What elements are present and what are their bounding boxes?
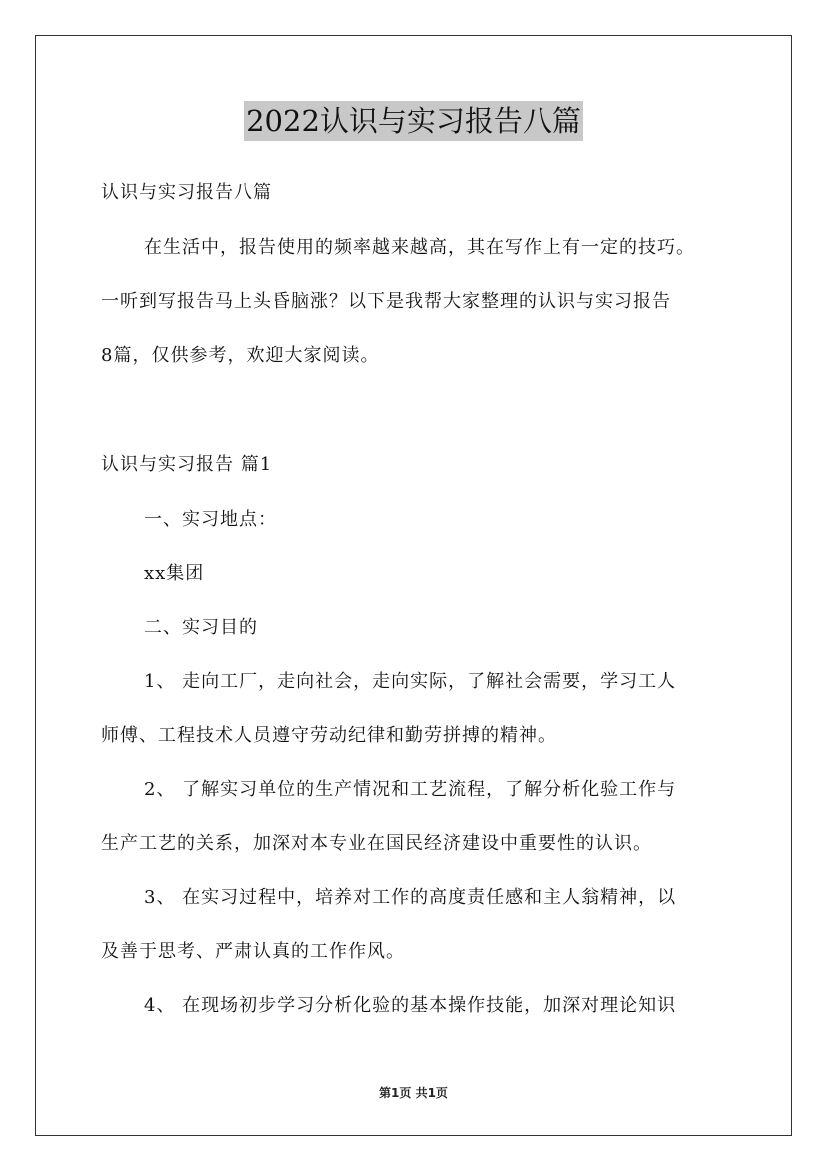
document-title: 2022认识与实习报告八篇 bbox=[244, 101, 583, 141]
intro-paragraph-line: 在生活中，报告使用的频率越来越高，其在写作上有一定的技巧。 bbox=[144, 237, 695, 258]
body-line: 1、 走向工厂，走向社会，走向实际，了解社会需要，学习工人 bbox=[144, 671, 677, 692]
body-line: 二、实习目的 bbox=[144, 617, 258, 638]
page-footer: 第1页 共1页 bbox=[379, 1086, 448, 1100]
body-line: 2、 了解实习单位的生产情况和工艺流程，了解分析化验工作与 bbox=[144, 779, 677, 800]
intro-paragraph-line: 一听到写报告马上头昏脑涨？以下是我帮大家整理的认识与实习报告 bbox=[101, 291, 671, 312]
body-line: xx集团 bbox=[144, 563, 205, 584]
body-line: 一、实习地点： bbox=[144, 509, 277, 530]
subtitle: 认识与实习报告八篇 bbox=[101, 182, 272, 203]
intro-paragraph-line: 8篇，仅供参考，欢迎大家阅读。 bbox=[101, 345, 380, 366]
title-container bbox=[0, 101, 827, 141]
body-line: 4、 在现场初步学习分析化验的基本操作技能，加深对理论知识 bbox=[144, 995, 677, 1016]
body-line: 生产工艺的关系，加深对本专业在国民经济建设中重要性的认识。 bbox=[101, 833, 652, 854]
body-line: 及善于思考、严肃认真的工作作风。 bbox=[101, 941, 405, 962]
section-heading: 认识与实习报告 篇1 bbox=[101, 454, 273, 475]
body-line: 3、 在实习过程中，培养对工作的高度责任感和主人翁精神，以 bbox=[144, 887, 677, 908]
body-line: 师傅、工程技术人员遵守劳动纪律和勤劳拼搏的精神。 bbox=[101, 725, 557, 746]
